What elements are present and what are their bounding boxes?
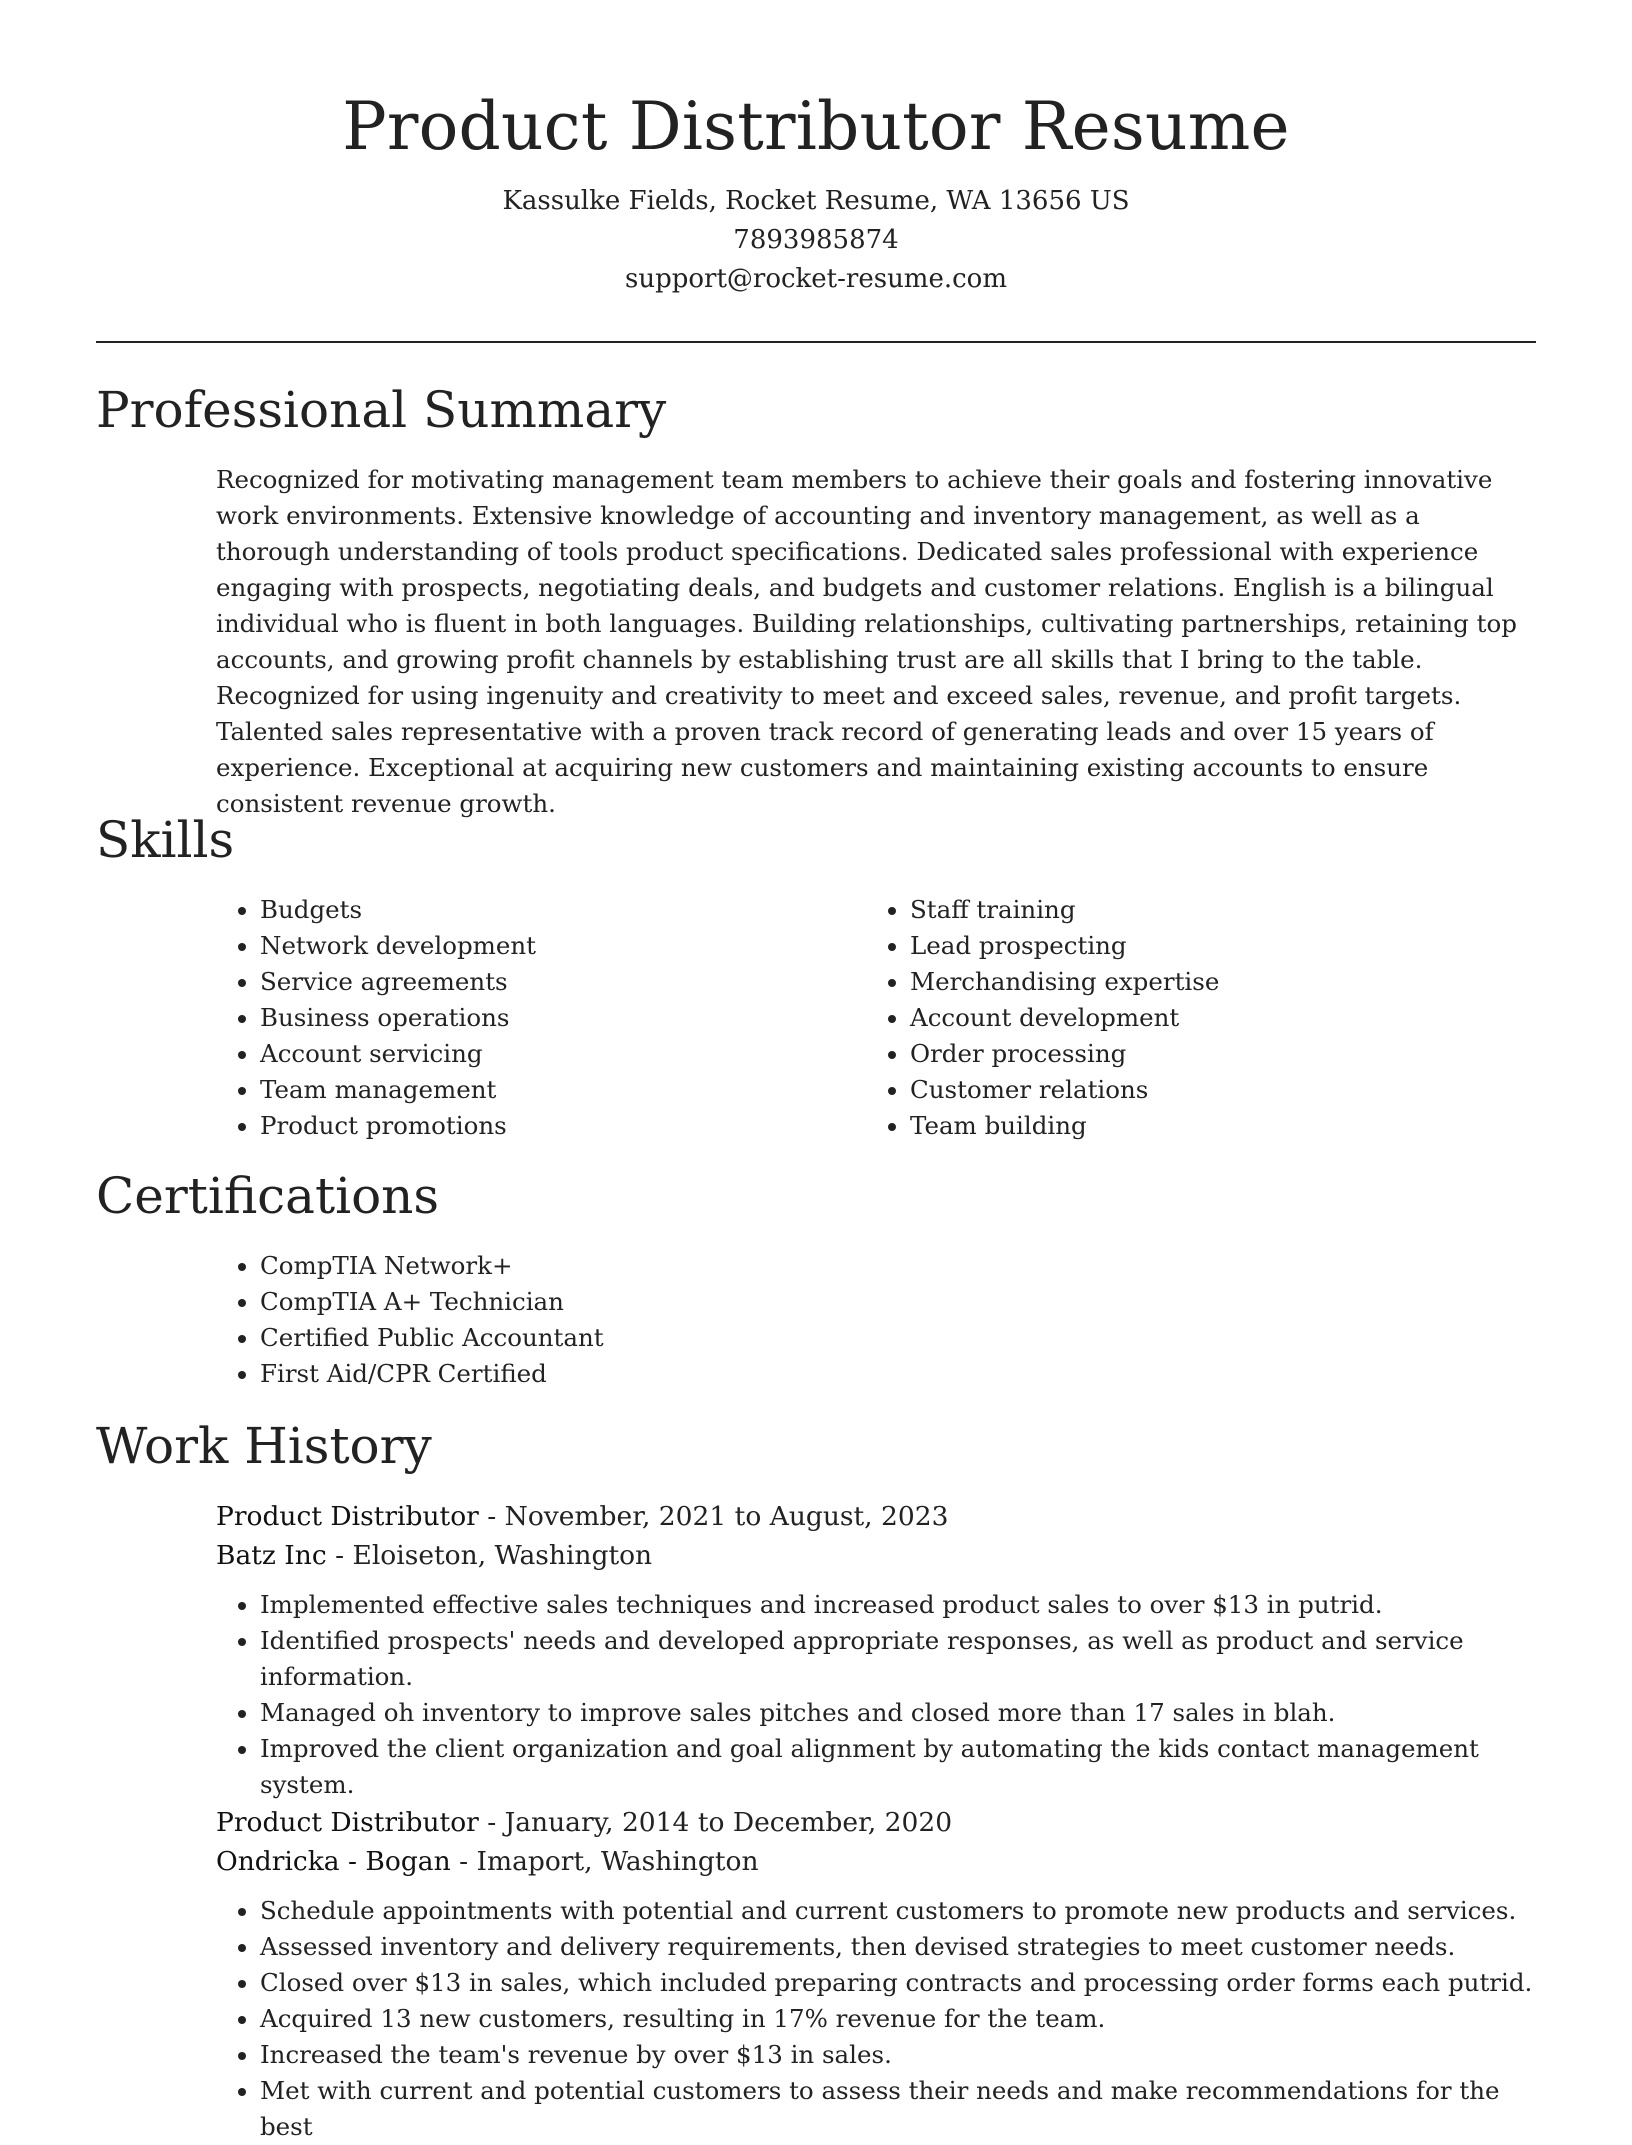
job-company: Batz Inc <box>216 1540 327 1571</box>
job-bullets <box>216 1893 1536 2145</box>
job-bullet: • Identified prospects' needs and developed appropriate responses, as well as product and service information. <box>260 1623 1536 1695</box>
job-company: Ondricka - Bogan <box>216 1846 451 1877</box>
job-dates: - January, 2014 to December, 2020 <box>478 1807 953 1838</box>
skills-left-column <box>216 892 816 1144</box>
job-bullet: • Managed oh inventory to improve sales pitches and closed more than 17 sales in blah. <box>260 1695 1536 1731</box>
contact-block <box>0 182 1632 299</box>
contact-email: support@rocket-resume.com <box>624 264 1007 294</box>
job-dates: - November, 2021 to August, 2023 <box>478 1501 949 1532</box>
job-bullet: • Met with current and potential customers to assess their needs and make recommendations for the best <box>260 2073 1536 2145</box>
job-company-line <box>216 1536 1536 1575</box>
job-bullet: • Increased the team's revenue by over $13 in sales. <box>260 2037 1536 2073</box>
work-history-heading: Work History <box>96 1417 432 1475</box>
certification-item: • Certified Public Accountant <box>260 1320 916 1356</box>
job-bullet: • Closed over $13 in sales, which included preparing contracts and processing order forms each putrid. <box>260 1965 1536 2001</box>
job-title: Product Distributor <box>216 1807 479 1838</box>
summary-heading: Professional Summary <box>96 381 667 439</box>
skill-item: • Team management <box>260 1072 816 1108</box>
job-title: Product Distributor <box>216 1501 479 1532</box>
skill-item: • Budgets <box>260 892 816 928</box>
skill-item: • Account servicing <box>260 1036 816 1072</box>
summary-text: Recognized for motivating management team members to achieve their goals and fostering innovative work environments. Extensive knowledge of accounting and inventory management, as well as a thorough understanding of tools product specifications. Dedicated sales professional with experience engaging with prospects, negotiating deals, and budgets and customer relations. English is a bilingual individual who is fluent in both languages. Building relationships, cultivating partnerships, retaining top accounts, and growing profit channels by establishing trust are all skills that I bring to the table. Recognized for using ingenuity and creativity to meet and exceed sales, revenue, and profit targets. Talented sales representative with a proven track record of generating leads and over 15 years of experience. Exceptional at acquiring new customers and maintaining existing accounts to ensure consistent revenue growth. <box>216 465 1517 818</box>
skills-right-column <box>866 892 1466 1144</box>
certification-item: • CompTIA A+ Technician <box>260 1284 916 1320</box>
skill-item: • Merchandising expertise <box>910 964 1466 1000</box>
skill-item: • Team building <box>910 1108 1466 1144</box>
job-company-line <box>216 1842 1536 1881</box>
resume-header <box>0 0 1632 299</box>
contact-address: Kassulke Fields, Rocket Resume, WA 13656 US <box>502 186 1130 216</box>
skill-item: • Network development <box>260 928 816 964</box>
resume-title: Product Distributor Resume <box>342 88 1290 165</box>
skill-item: • Customer relations <box>910 1072 1466 1108</box>
skill-item: • Service agreements <box>260 964 816 1000</box>
job-entry <box>216 1497 1536 1803</box>
job-bullet: • Acquired 13 new customers, resulting in 17% revenue for the team. <box>260 2001 1536 2037</box>
job-bullet: • Implemented effective sales techniques and increased product sales to over $13 in putrid. <box>260 1587 1536 1623</box>
certification-item: • First Aid/CPR Certified <box>260 1356 916 1392</box>
certifications-list <box>216 1248 916 1392</box>
certifications-heading: Certifications <box>96 1167 440 1225</box>
job-location: - Eloiseton, Washington <box>326 1540 653 1571</box>
certification-item: • CompTIA Network+ <box>260 1248 916 1284</box>
contact-phone: 7893985874 <box>733 225 899 255</box>
header-divider <box>96 341 1536 343</box>
skills-heading: Skills <box>96 811 235 869</box>
skill-item: • Account development <box>910 1000 1466 1036</box>
job-bullet: • Improved the client organization and goal alignment by automating the kids contact management system. <box>260 1731 1536 1803</box>
skill-item: • Business operations <box>260 1000 816 1036</box>
job-location: - Imaport, Washington <box>450 1846 759 1877</box>
skill-item: • Staff training <box>910 892 1466 928</box>
job-bullet: • Assessed inventory and delivery requirements, then devised strategies to meet customer needs. <box>260 1929 1536 1965</box>
job-entry <box>216 1803 1536 2145</box>
job-title-line <box>216 1497 1536 1536</box>
skill-item: • Lead prospecting <box>910 928 1466 964</box>
job-title-line <box>216 1803 1536 1842</box>
skill-item: • Product promotions <box>260 1108 816 1144</box>
skill-item: • Order processing <box>910 1036 1466 1072</box>
job-bullet: • Schedule appointments with potential and current customers to promote new products and services. <box>260 1893 1536 1929</box>
job-bullets <box>216 1587 1536 1803</box>
